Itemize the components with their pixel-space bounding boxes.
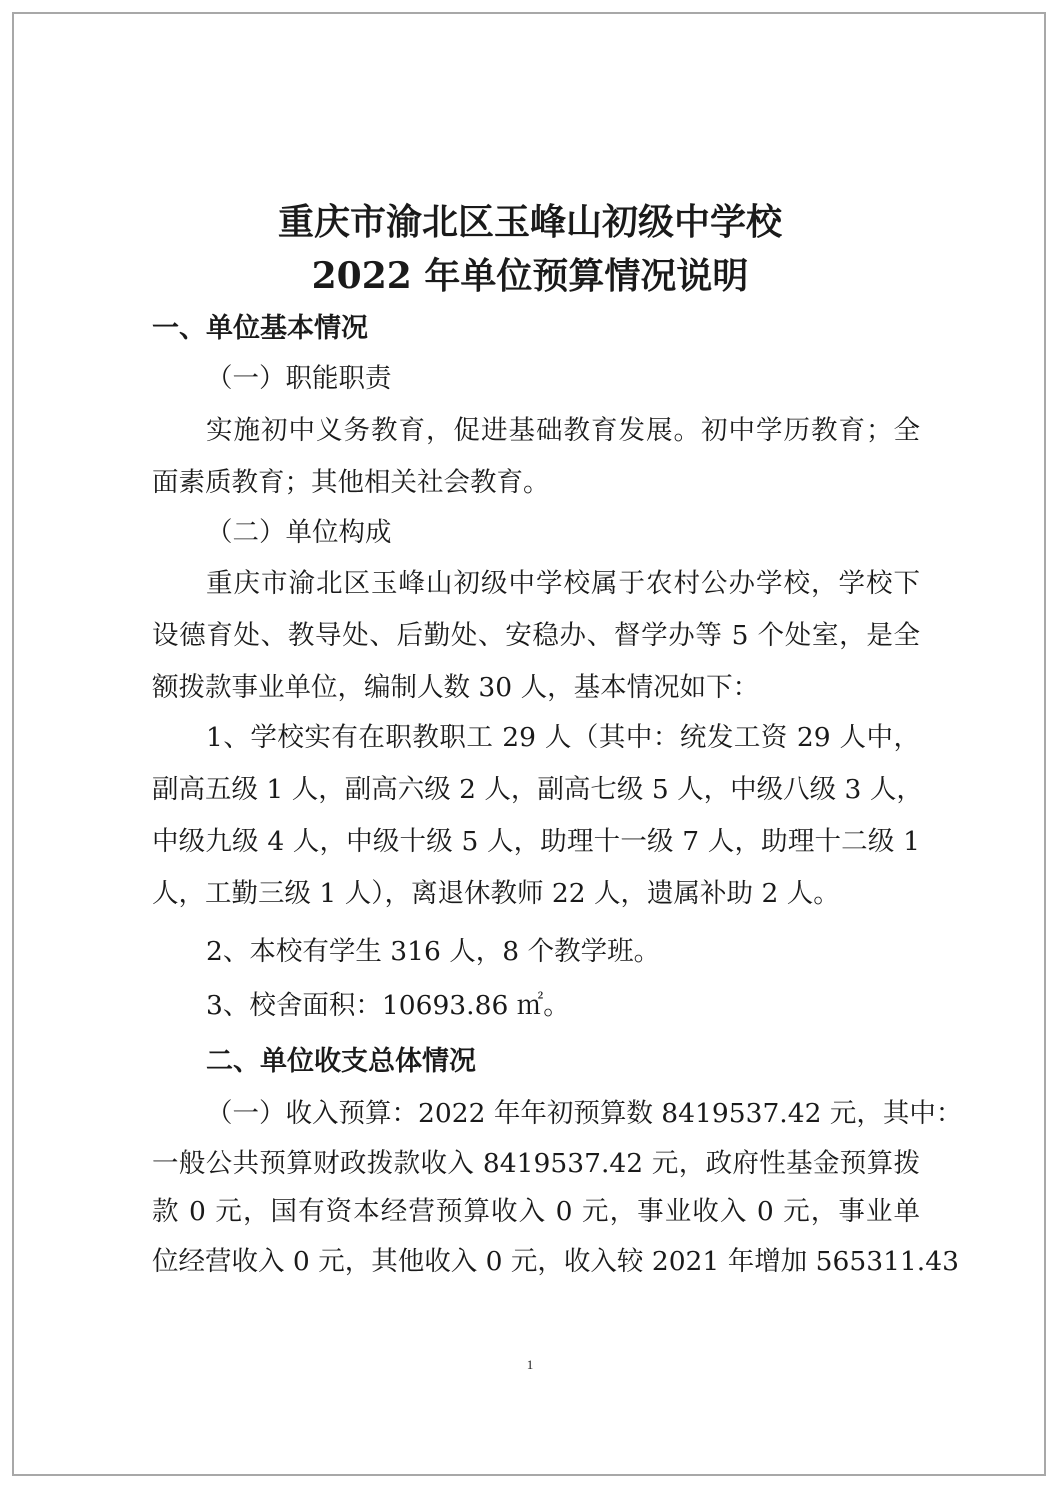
sub1-heading: （一）职能职责: [206, 363, 392, 394]
section2-heading: 二、单位收支总体情况: [206, 1046, 476, 1077]
para2-line2: 设德育处、教导处、后勤处、安稳办、督学办等 5 个处室，是全: [152, 620, 920, 651]
para2-line3: 额拨款事业单位，编制人数 30 人，基本情况如下：: [152, 672, 760, 703]
item1-line1: 1、学校实有在职教职工 29 人（其中：统发工资 29 人中，: [206, 722, 920, 753]
item1-line4: 人，工勤三级 1 人），离退休教师 22 人，遗属补助 2 人。: [152, 878, 840, 909]
item1-line2: 副高五级 1 人，副高六级 2 人，副高七级 5 人，中级八级 3 人，: [152, 774, 923, 805]
item1-line3: 中级九级 4 人，中级十级 5 人，助理十一级 7 人，助理十二级 1: [152, 826, 920, 857]
para3-line2: 一般公共预算财政拨款收入 8419537.42 元，政府性基金预算拨: [152, 1148, 920, 1179]
section1-heading: 一、单位基本情况: [152, 313, 368, 344]
document-title-line2: 2022 年单位预算情况说明: [311, 255, 749, 297]
para3-line1: （一）收入预算：2022 年年初预算数 8419537.42 元，其中：: [206, 1098, 963, 1129]
item2: 2、本校有学生 316 人，8 个教学班。: [206, 936, 661, 967]
para1-line2: 面素质教育；其他相关社会教育。: [152, 467, 550, 498]
para3-line3: 款 0 元，国有资本经营预算收入 0 元，事业收入 0 元，事业单: [152, 1196, 920, 1227]
para1-line1: 实施初中义务教育，促进基础教育发展。初中学历教育；全: [206, 415, 920, 446]
para2-line1: 重庆市渝北区玉峰山初级中学校属于农村公办学校，学校下: [206, 568, 920, 599]
document-title-line1: 重庆市渝北区玉峰山初级中学校: [277, 201, 782, 243]
para3-line4: 位经营收入 0 元，其他收入 0 元，收入较 2021 年增加 565311.43: [152, 1246, 959, 1277]
page-number: 1: [526, 1357, 534, 1372]
sub2-heading: （二）单位构成: [206, 517, 392, 548]
item3: 3、校舍面积：10693.86 ㎡。: [206, 990, 570, 1021]
